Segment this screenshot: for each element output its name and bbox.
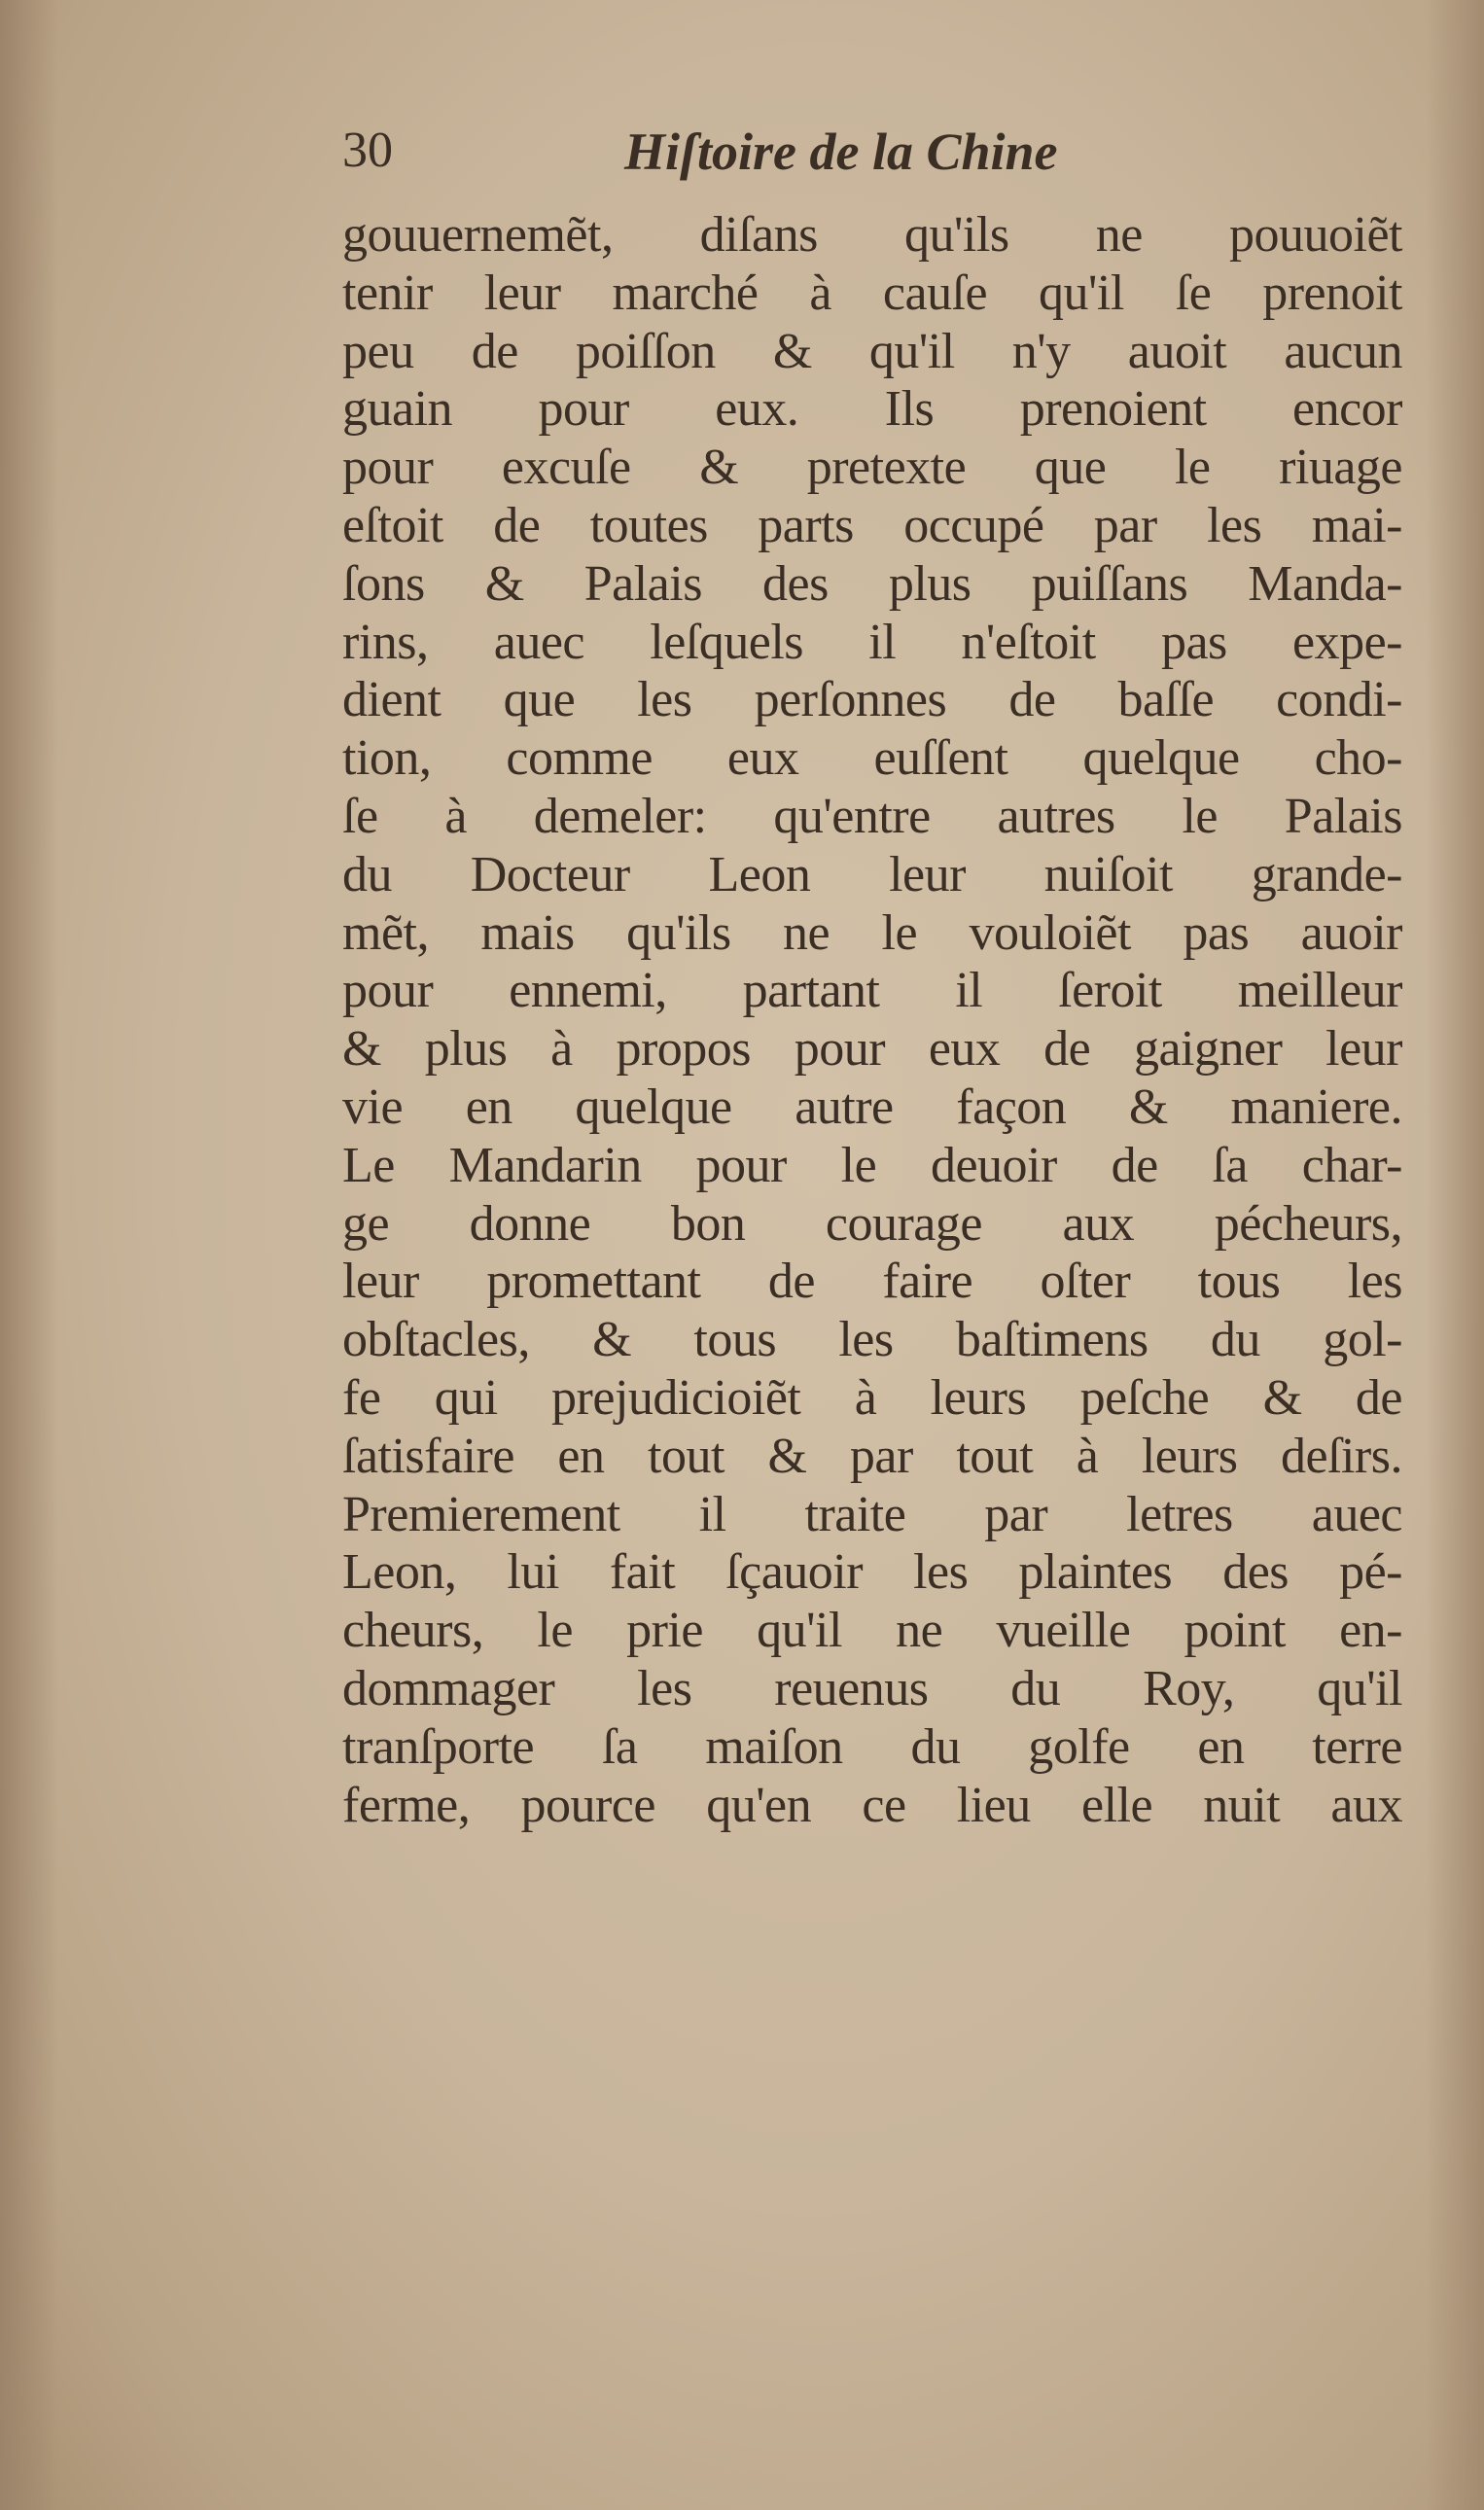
text-line: ſe à demeler: qu'entre autres le Palais	[342, 788, 1402, 844]
text-line: Premierement il traite par letres auec	[342, 1486, 1402, 1542]
page-right-edge	[1426, 0, 1484, 2510]
text-line: gouuernemẽt, diſans qu'ils ne pouuoiẽt	[342, 207, 1402, 263]
page-left-edge	[0, 0, 58, 2510]
text-line: dient que les perſonnes de baſſe condi-	[342, 672, 1402, 728]
text-line: eſtoit de toutes parts occupé par les mai-	[342, 497, 1402, 553]
text-line: cheurs, le prie qu'il ne vueille point en-	[342, 1603, 1402, 1659]
text-line: peu de poiſſon & qu'il n'y auoit aucun	[342, 323, 1402, 379]
text-line: guain pour eux. Ils prenoient encor	[342, 381, 1402, 438]
text-line: fe qui prejudicioiẽt à leurs peſche & de	[342, 1369, 1402, 1426]
text-line: vie en quelque autre façon & maniere.	[342, 1078, 1402, 1135]
text-line: leur promettant de faire oſter tous les	[342, 1254, 1402, 1310]
text-line: pour ennemi, partant il ſeroit meilleur	[342, 963, 1402, 1019]
text-line: ferme, pource qu'en ce lieu elle nuit aux	[342, 1777, 1402, 1833]
page-header	[342, 122, 1402, 190]
text-line: & plus à propos pour eux de gaigner leur	[342, 1021, 1402, 1078]
text-line: pour excuſe & pretexte que le riuage	[342, 440, 1402, 496]
text-line: tenir leur marché à cauſe qu'il ſe prenoit	[342, 265, 1402, 321]
text-line: Leon, lui fait ſçauoir les plaintes des pé-	[342, 1544, 1402, 1601]
running-title: Hiſtoire de la Chine	[624, 123, 1058, 181]
page-number: 30	[342, 123, 393, 178]
text-line: ge donne bon courage aux pécheurs,	[342, 1195, 1402, 1252]
body-text	[342, 206, 1402, 1834]
text-line: obſtacles, & tous les baſtimens du gol-	[342, 1312, 1402, 1368]
text-line: ſons & Palais des plus puiſſans Manda-	[342, 555, 1402, 612]
text-line: tranſporte ſa maiſon du golfe en terre	[342, 1718, 1402, 1775]
text-line: ſatisfaire en tout & par tout à leurs deſirs.	[342, 1428, 1402, 1484]
text-line: rins, auec leſquels il n'eſtoit pas expe-	[342, 614, 1402, 670]
text-line: du Docteur Leon leur nuiſoit grande-	[342, 846, 1402, 902]
text-line: mẽt, mais qu'ils ne le vouloiẽt pas auoir	[342, 904, 1402, 961]
text-line: dommager les reuenus du Roy, qu'il	[342, 1660, 1402, 1716]
text-line: tion, comme eux euſſent quelque cho-	[342, 730, 1402, 787]
text-line: Le Mandarin pour le deuoir de ſa char-	[342, 1137, 1402, 1193]
